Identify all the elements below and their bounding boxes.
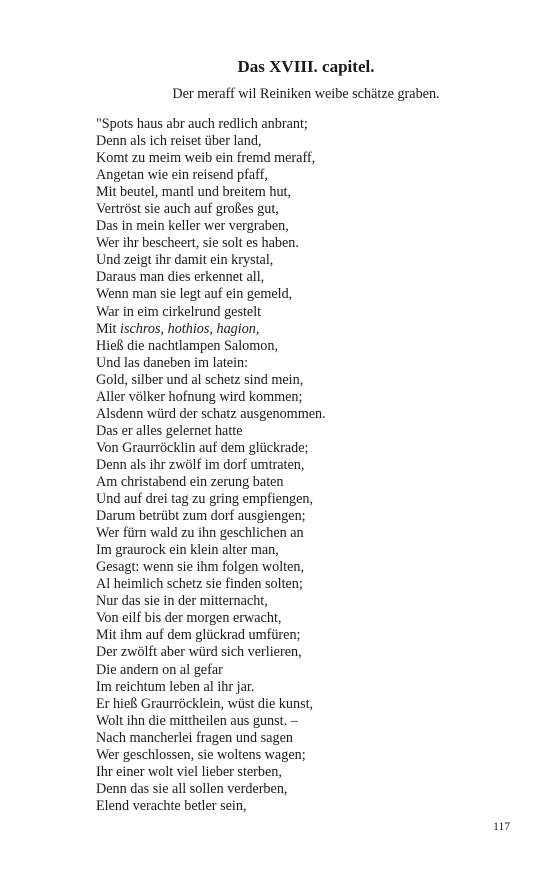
poem-line: Aller völker hofnung wird kommen; — [96, 388, 303, 405]
poem-line: Wer fürn wald zu ihn geschlichen an — [96, 525, 304, 542]
poem-line: Alsdenn würd der schatz ausgenommen. — [96, 405, 326, 422]
poem-line: Gold, silber und al schetz sind mein, — [96, 371, 304, 388]
poem-text — [96, 116, 326, 815]
poem-line: Am christabend ein zerung baten — [96, 473, 284, 490]
poem-line: Wer ihr bescheert, sie solt es haben. — [96, 235, 299, 252]
poem-line: Denn das sie all sollen verderben, — [96, 780, 288, 797]
poem-line-lead: Mit — [96, 320, 121, 337]
poem-line: Nach mancherlei fragen und sagen — [96, 729, 293, 746]
poem-line: Wer geschlossen, sie woltens wagen; — [96, 746, 306, 763]
poem-line: Mit beutel, mantl und breitem hut, — [96, 184, 292, 201]
page-number: 117 — [493, 821, 510, 833]
poem-line: Von Graurröcklin auf dem glückrade; — [96, 439, 309, 456]
poem-line: "Spots haus abr auch redlich anbrant; — [96, 116, 308, 132]
italic-phrase: ischros, hothios, hagion, — [120, 320, 260, 337]
poem-line: Vertröst sie auch auf großes gut, — [96, 201, 279, 218]
poem-line: Gesagt: wenn sie ihm folgen wolten, — [96, 559, 305, 576]
poem-line: Im reichtum leben al ihr jar. — [96, 678, 255, 695]
poem-line: Denn als ich reiset über land, — [96, 133, 262, 150]
poem-line: Ihr einer wolt viel lieber sterben, — [96, 763, 282, 780]
chapter-subtitle: Der meraff wil Reiniken weibe schätze graben. — [172, 86, 440, 102]
poem-line: War in eim cirkelrund gestelt — [96, 303, 262, 320]
poem-line: Nur das sie in der mitternacht, — [96, 593, 268, 610]
poem-line: Die andern on al gefar — [96, 661, 223, 678]
poem-line: Und las daneben im latein: — [96, 354, 249, 371]
poem-line: Komt zu meim weib ein fremd meraff, — [96, 150, 316, 167]
poem-line: Der zwölft aber würd sich verlieren, — [96, 644, 302, 661]
poem-line: Hieß die nachtlampen Salomon, — [96, 337, 279, 354]
poem-line: Und auf drei tag zu gring empfiengen, — [96, 491, 314, 508]
poem-line: Mit ihm auf dem glückrad umfüren; — [96, 627, 301, 644]
poem-line: Denn als ihr zwölf im dorf umtraten, — [96, 456, 305, 473]
poem-line: Darum betrübt zum dorf ausgiengen; — [96, 508, 306, 525]
poem-line: Elend verachte betler sein, — [96, 797, 247, 814]
poem-line: Das in mein keller wer vergraben, — [96, 218, 289, 235]
poem-line: Das er alles gelernet hatte — [96, 422, 243, 439]
poem-line: Er hieß Graurröcklein, wüst die kunst, — [96, 695, 314, 712]
poem-line: Wolt ihn die mittheilen aus gunst. – — [96, 712, 298, 729]
chapter-title: Das XVIII. capitel. — [237, 57, 375, 76]
poem-line: Von eilf bis der morgen erwacht, — [96, 610, 282, 627]
poem-line-italic — [96, 321, 326, 338]
poem-line: Daraus man dies erkennet all, — [96, 269, 265, 286]
poem-line: Und zeigt ihr damit ein krystal, — [96, 252, 274, 269]
poem-line: Al heimlich schetz sie finden solten; — [96, 576, 303, 593]
poem-line: Im graurock ein klein alter man, — [96, 542, 279, 559]
poem-line: Wenn man sie legt auf ein gemeld, — [96, 286, 293, 303]
poem-line: Angetan wie ein reisend pfaff, — [96, 167, 268, 184]
